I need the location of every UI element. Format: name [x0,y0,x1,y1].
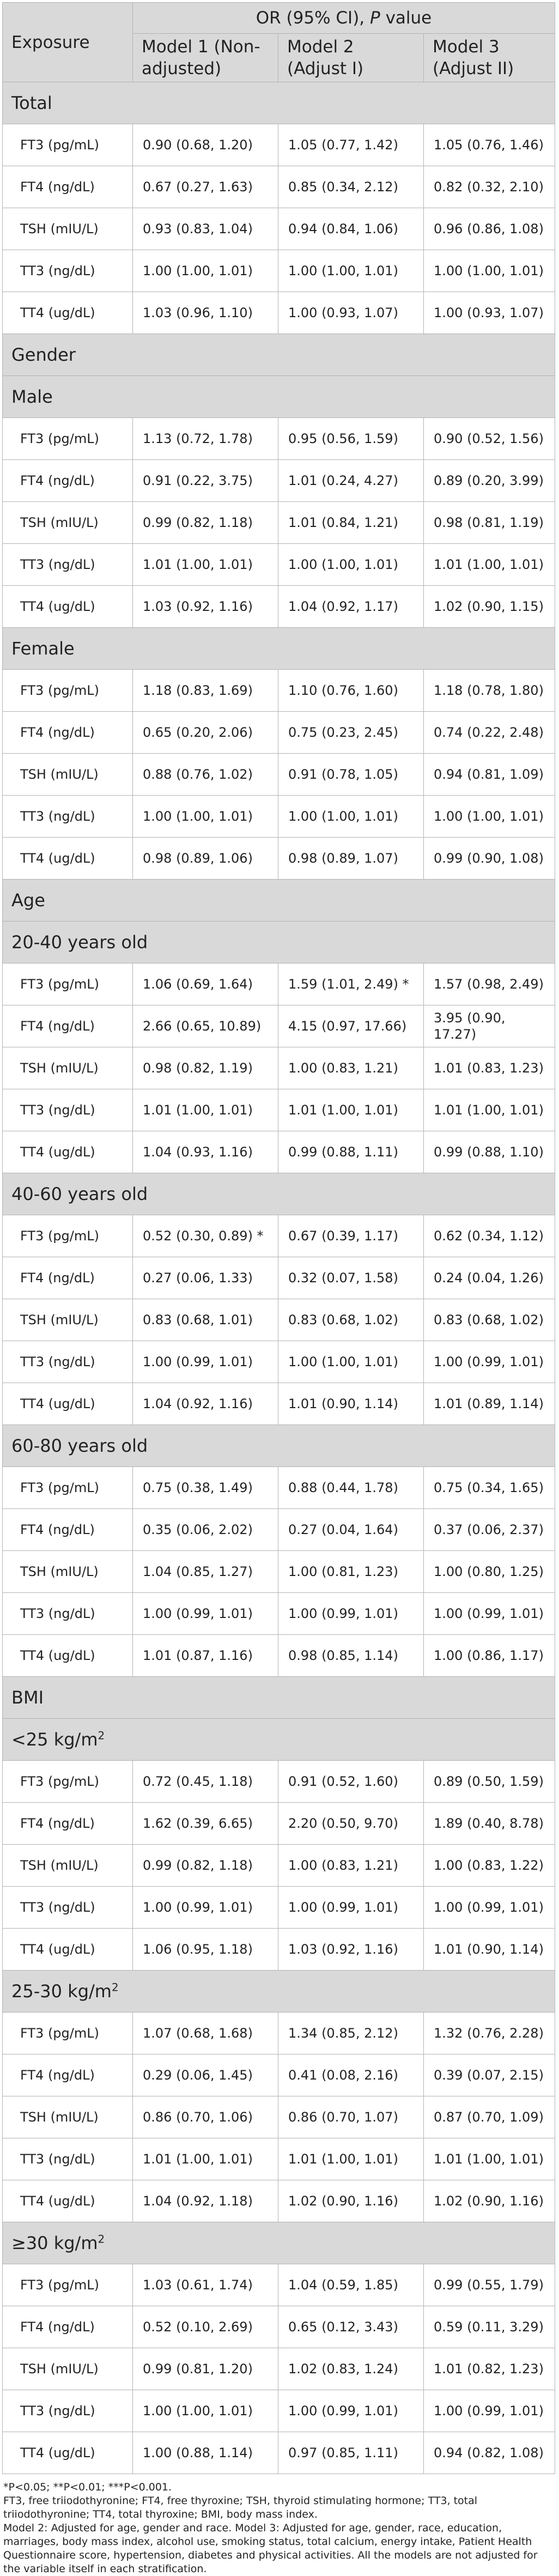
table-row [3,2054,555,2096]
exposure-cell: FT3 (pg/mL) [3,670,133,712]
table-row [3,2180,555,2222]
section-row [3,1425,555,1467]
model1-cell: 1.03 (0.61, 1.74) [133,2264,278,2306]
model3-cell: 1.00 (0.99, 1.01) [424,1887,555,1929]
model1-cell: 0.52 (0.30, 0.89) * [133,1215,278,1257]
model3-cell: 1.01 (1.00, 1.01) [424,544,555,586]
footnote-models: Model 2: Adjusted for age, gender and race. Model 3: Adjusted for age, gender, race, education, marriages, body mass index, alcohol use, smoking status, total calcium, energy intake, Patient Health Questionnaire score, hypertension, diabetes and physical activities. All the models are not adjusted for the variable itself in each stratification. [3,2522,538,2575]
model3-cell: 0.75 (0.34, 1.65) [424,1467,555,1509]
model1-cell: 1.04 (0.85, 1.27) [133,1551,278,1593]
model3-cell: 1.01 (1.00, 1.01) [424,1089,555,1131]
table-row [3,796,555,838]
model2-cell: 0.98 (0.89, 1.07) [278,838,424,880]
model2-cell: 1.59 (1.01, 2.49) * [278,963,424,1005]
model1-cell: 0.83 (0.68, 1.01) [133,1299,278,1341]
model2-cell: 0.65 (0.12, 3.43) [278,2306,424,2348]
table-row [3,1467,555,1509]
exposure-cell: TT3 (ng/dL) [3,796,133,838]
model1-cell: 1.13 (0.72, 1.78) [133,418,278,460]
model3-cell: 1.89 (0.40, 8.78) [424,1803,555,1845]
section-title: Gender [3,334,555,376]
model1-cell: 1.62 (0.39, 6.65) [133,1803,278,1845]
model1-cell: 0.72 (0.45, 1.18) [133,1761,278,1803]
model3-cell: 1.05 (0.76, 1.46) [424,124,555,166]
section-title: BMI [3,1677,555,1719]
model1-cell: 1.04 (0.93, 1.16) [133,1131,278,1173]
table-row [3,124,555,166]
exposure-cell: FT4 (ng/dL) [3,1005,133,1047]
section-row [3,2222,555,2264]
model3-cell: 1.00 (0.86, 1.17) [424,1635,555,1677]
model3-cell: 1.02 (0.90, 1.16) [424,2180,555,2222]
model2-cell: 0.83 (0.68, 1.02) [278,1299,424,1341]
exposure-cell: TT3 (ng/dL) [3,2390,133,2432]
model3-cell: 0.98 (0.81, 1.19) [424,502,555,544]
table-row [3,1131,555,1173]
model1-cell: 2.66 (0.65, 10.89) [133,1005,278,1047]
exposure-cell: FT3 (pg/mL) [3,2013,133,2054]
exposure-cell: TT3 (ng/dL) [3,1089,133,1131]
table-row [3,1761,555,1803]
model1-cell: 0.52 (0.10, 2.69) [133,2306,278,2348]
model2-cell: 1.02 (0.90, 1.16) [278,2180,424,2222]
exposure-cell: FT4 (ng/dL) [3,460,133,502]
model2-cell: 1.00 (0.99, 1.01) [278,1887,424,1929]
exposure-cell: FT4 (ng/dL) [3,1257,133,1299]
exposure-cell: TT4 (ug/dL) [3,1635,133,1677]
model3-cell: 1.00 (0.99, 1.01) [424,2390,555,2432]
table-row [3,208,555,250]
section-row [3,376,555,418]
model3-cell: 1.01 (1.00, 1.01) [424,2138,555,2180]
model3-cell: 0.74 (0.22, 2.48) [424,712,555,754]
model2-cell: 0.99 (0.88, 1.11) [278,1131,424,1173]
exposure-cell: TT4 (ug/dL) [3,1929,133,1971]
model1-cell: 0.27 (0.06, 1.33) [133,1257,278,1299]
table-row [3,1299,555,1341]
exposure-cell: TT3 (ng/dL) [3,1341,133,1383]
table-body [3,82,555,2474]
exposure-cell: TT4 (ug/dL) [3,2180,133,2222]
exposure-cell: FT3 (pg/mL) [3,963,133,1005]
section-row [3,334,555,376]
model1-cell: 1.04 (0.92, 1.16) [133,1383,278,1425]
model3-cell: 1.00 (0.99, 1.01) [424,1593,555,1635]
model3-cell: 0.94 (0.81, 1.09) [424,754,555,796]
model2-cell: 0.91 (0.78, 1.05) [278,754,424,796]
exposure-cell: FT4 (ng/dL) [3,1803,133,1845]
exposure-cell: FT4 (ng/dL) [3,1509,133,1551]
model3-cell: 0.94 (0.82, 1.08) [424,2432,555,2474]
table-row [3,1635,555,1677]
table-row [3,2348,555,2390]
model2-header: Model 2 (Adjust I) [278,34,424,82]
section-row [3,1173,555,1215]
model2-cell: 4.15 (0.97, 17.66) [278,1005,424,1047]
section-title: 40-60 years old [3,1173,555,1215]
model2-cell: 0.75 (0.23, 2.45) [278,712,424,754]
model3-cell: 0.87 (0.70, 1.09) [424,2096,555,2138]
model3-cell: 0.99 (0.90, 1.08) [424,838,555,880]
model1-cell: 1.03 (0.92, 1.16) [133,586,278,628]
table-row [3,1551,555,1593]
footnote-abbreviations: FT3, free triiodothyronine; FT4, free thyroxine; TSH, thyroid stimulating hormone; TT3, total triiodothyronine; TT4, total thyroxine; BMI, body mass index. [3,2495,478,2520]
model3-cell: 1.01 (0.89, 1.14) [424,1383,555,1425]
model2-cell: 0.95 (0.56, 1.59) [278,418,424,460]
exposure-cell: FT3 (pg/mL) [3,1761,133,1803]
exposure-header: Exposure [3,3,133,82]
model3-cell: 1.00 (0.80, 1.25) [424,1551,555,1593]
model3-cell: 1.01 (0.83, 1.23) [424,1047,555,1089]
model2-cell: 1.34 (0.85, 2.12) [278,2013,424,2054]
exposure-cell: TT3 (ng/dL) [3,1887,133,1929]
exposure-cell: TSH (mIU/L) [3,1047,133,1089]
model1-cell: 1.04 (0.92, 1.18) [133,2180,278,2222]
model1-header: Model 1 (Non-adjusted) [133,34,278,82]
model1-cell: 1.01 (1.00, 1.01) [133,1089,278,1131]
model2-cell: 1.01 (1.00, 1.01) [278,1089,424,1131]
table-row [3,754,555,796]
model3-cell: 0.24 (0.04, 1.26) [424,1257,555,1299]
exposure-cell: FT4 (ng/dL) [3,2306,133,2348]
model1-cell: 0.98 (0.89, 1.06) [133,838,278,880]
table-row [3,1257,555,1299]
table-row [3,1929,555,1971]
model3-cell: 0.90 (0.52, 1.56) [424,418,555,460]
exposure-cell: TSH (mIU/L) [3,502,133,544]
model1-cell: 1.00 (0.99, 1.01) [133,1341,278,1383]
model2-cell: 1.00 (0.83, 1.21) [278,1047,424,1089]
model1-cell: 1.01 (0.87, 1.16) [133,1635,278,1677]
exposure-cell: TT3 (ng/dL) [3,544,133,586]
section-title: Total [3,82,555,124]
model1-cell: 0.29 (0.06, 1.45) [133,2054,278,2096]
section-title: 20-40 years old [3,922,555,963]
model2-cell: 0.91 (0.52, 1.60) [278,1761,424,1803]
exposure-cell: TT4 (ug/dL) [3,2432,133,2474]
table-row [3,1089,555,1131]
model3-header: Model 3 (Adjust II) [424,34,555,82]
table-row [3,586,555,628]
model2-cell: 1.00 (0.99, 1.01) [278,1593,424,1635]
table-row [3,502,555,544]
model3-cell: 1.32 (0.76, 2.28) [424,2013,555,2054]
exposure-cell: TSH (mIU/L) [3,2096,133,2138]
table-header [3,3,555,82]
section-title: Age [3,880,555,922]
model3-cell: 0.82 (0.32, 2.10) [424,166,555,208]
exposure-cell: TT4 (ug/dL) [3,292,133,334]
model1-cell: 0.98 (0.82, 1.19) [133,1047,278,1089]
section-title: Male [3,376,555,418]
model2-cell: 0.94 (0.84, 1.06) [278,208,424,250]
table-row [3,292,555,334]
section-title: Female [3,628,555,670]
table-row [3,2306,555,2348]
model2-cell: 1.00 (1.00, 1.01) [278,796,424,838]
model1-cell: 0.91 (0.22, 3.75) [133,460,278,502]
table-row [3,2013,555,2054]
model1-cell: 1.18 (0.83, 1.69) [133,670,278,712]
model2-cell: 1.00 (0.99, 1.01) [278,2390,424,2432]
exposure-cell: TT3 (ng/dL) [3,1593,133,1635]
model2-cell: 0.88 (0.44, 1.78) [278,1467,424,1509]
model1-cell: 1.00 (1.00, 1.01) [133,250,278,292]
model2-cell: 1.04 (0.59, 1.85) [278,2264,424,2306]
table-row [3,418,555,460]
model3-cell: 1.01 (0.90, 1.14) [424,1929,555,1971]
exposure-cell: TT3 (ng/dL) [3,250,133,292]
model1-cell: 1.00 (0.88, 1.14) [133,2432,278,2474]
exposure-cell: TSH (mIU/L) [3,1845,133,1887]
model1-cell: 0.88 (0.76, 1.02) [133,754,278,796]
table-row [3,670,555,712]
model2-cell: 1.10 (0.76, 1.60) [278,670,424,712]
section-row [3,1719,555,1761]
model2-cell: 1.00 (1.00, 1.01) [278,544,424,586]
model2-cell: 0.41 (0.08, 2.16) [278,2054,424,2096]
table-row [3,1803,555,1845]
exposure-cell: TSH (mIU/L) [3,1299,133,1341]
exposure-cell: TT4 (ug/dL) [3,586,133,628]
model2-cell: 1.04 (0.92, 1.17) [278,586,424,628]
odds-ratio-table [2,2,555,2474]
table-row [3,250,555,292]
exposure-cell: TT4 (ug/dL) [3,1383,133,1425]
exposure-cell: FT4 (ng/dL) [3,2054,133,2096]
model2-cell: 0.27 (0.04, 1.64) [278,1509,424,1551]
model3-cell: 1.01 (0.82, 1.23) [424,2348,555,2390]
model3-cell: 0.99 (0.55, 1.79) [424,2264,555,2306]
model1-cell: 0.99 (0.82, 1.18) [133,1845,278,1887]
model1-cell: 0.65 (0.20, 2.06) [133,712,278,754]
model2-cell: 0.98 (0.85, 1.14) [278,1635,424,1677]
table-row [3,712,555,754]
exposure-cell: TSH (mIU/L) [3,208,133,250]
model1-cell: 0.93 (0.83, 1.04) [133,208,278,250]
model3-cell: 0.99 (0.88, 1.10) [424,1131,555,1173]
model2-cell: 0.97 (0.85, 1.11) [278,2432,424,2474]
model3-cell: 0.89 (0.50, 1.59) [424,1761,555,1803]
model1-cell: 0.99 (0.81, 1.20) [133,2348,278,2390]
section-row [3,82,555,124]
model1-cell: 0.86 (0.70, 1.06) [133,2096,278,2138]
exposure-cell: FT3 (pg/mL) [3,418,133,460]
footnotes [2,2481,555,2576]
model1-cell: 0.75 (0.38, 1.49) [133,1467,278,1509]
table-row [3,460,555,502]
model3-cell: 1.00 (1.00, 1.01) [424,796,555,838]
model2-cell: 1.01 (0.90, 1.14) [278,1383,424,1425]
model2-cell: 1.01 (0.24, 4.27) [278,460,424,502]
table-row [3,2432,555,2474]
table-row [3,2390,555,2432]
model2-cell: 1.01 (0.84, 1.21) [278,502,424,544]
model3-cell: 1.02 (0.90, 1.15) [424,586,555,628]
model3-cell: 1.00 (0.99, 1.01) [424,1341,555,1383]
document [2,2,555,2576]
model3-cell: 1.18 (0.78, 1.80) [424,670,555,712]
section-row [3,1971,555,2013]
model2-cell: 0.86 (0.70, 1.07) [278,2096,424,2138]
exposure-cell: FT3 (pg/mL) [3,1215,133,1257]
model2-cell: 1.00 (0.93, 1.07) [278,292,424,334]
model1-cell: 1.06 (0.95, 1.18) [133,1929,278,1971]
model1-cell: 0.35 (0.06, 2.02) [133,1509,278,1551]
exposure-cell: TSH (mIU/L) [3,1551,133,1593]
model2-cell: 0.32 (0.07, 1.58) [278,1257,424,1299]
model1-cell: 0.90 (0.68, 1.20) [133,124,278,166]
model3-cell: 0.62 (0.34, 1.12) [424,1215,555,1257]
model3-cell: 0.96 (0.86, 1.08) [424,208,555,250]
exposure-cell: TT3 (ng/dL) [3,2138,133,2180]
model2-cell: 1.01 (1.00, 1.01) [278,2138,424,2180]
table-row [3,1593,555,1635]
model3-cell: 3.95 (0.90, 17.27) [424,1005,555,1047]
model3-cell: 0.39 (0.07, 2.15) [424,2054,555,2096]
model1-cell: 1.00 (1.00, 1.01) [133,796,278,838]
model3-cell: 0.59 (0.11, 3.29) [424,2306,555,2348]
model2-cell: 2.20 (0.50, 9.70) [278,1803,424,1845]
table-row [3,1887,555,1929]
model2-cell: 0.67 (0.39, 1.17) [278,1215,424,1257]
section-title: ≥30 $kg/m^2$ [3,2222,555,2264]
model1-cell: 0.99 (0.82, 1.18) [133,502,278,544]
exposure-cell: FT3 (pg/mL) [3,2264,133,2306]
exposure-cell: FT3 (pg/mL) [3,124,133,166]
section-row [3,922,555,963]
model2-cell: 1.00 (0.81, 1.23) [278,1551,424,1593]
model1-cell: 1.07 (0.68, 1.68) [133,2013,278,2054]
model2-cell: 1.03 (0.92, 1.16) [278,1929,424,1971]
table-row [3,1047,555,1089]
model1-cell: 1.01 (1.00, 1.01) [133,544,278,586]
model2-cell: 1.00 (0.83, 1.21) [278,1845,424,1887]
section-title: 60-80 years old [3,1425,555,1467]
exposure-cell: FT3 (pg/mL) [3,1467,133,1509]
exposure-cell: FT4 (ng/dL) [3,166,133,208]
model2-cell: 1.02 (0.83, 1.24) [278,2348,424,2390]
table-row [3,963,555,1005]
model1-cell: 1.00 (1.00, 1.01) [133,2390,278,2432]
table-row [3,1845,555,1887]
model2-cell: 0.85 (0.34, 2.12) [278,166,424,208]
table-row [3,1005,555,1047]
model3-cell: 1.57 (0.98, 2.49) [424,963,555,1005]
exposure-cell: FT4 (ng/dL) [3,712,133,754]
model3-cell: 1.00 (1.00, 1.01) [424,250,555,292]
model2-cell: 1.00 (1.00, 1.01) [278,250,424,292]
model3-cell: 0.89 (0.20, 3.99) [424,460,555,502]
table-row [3,2264,555,2306]
model1-cell: 1.00 (0.99, 1.01) [133,1593,278,1635]
or-group-header: OR (95% CI), P value [133,3,555,34]
section-row [3,628,555,670]
model3-cell: 1.00 (0.93, 1.07) [424,292,555,334]
section-title: 25-30 $kg/m^2$ [3,1971,555,2013]
model1-cell: 1.03 (0.96, 1.10) [133,292,278,334]
table-row [3,1383,555,1425]
table-row [3,1509,555,1551]
exposure-cell: TSH (mIU/L) [3,2348,133,2390]
model1-cell: 0.67 (0.27, 1.63) [133,166,278,208]
footnote-significance: *P<0.05; **P<0.01; ***P<0.001. [3,2481,172,2493]
table-row [3,2096,555,2138]
model3-cell: 1.00 (0.83, 1.22) [424,1845,555,1887]
section-row [3,880,555,922]
table-row [3,544,555,586]
table-row [3,1215,555,1257]
table-row [3,166,555,208]
model3-cell: 0.37 (0.06, 2.37) [424,1509,555,1551]
exposure-cell: TSH (mIU/L) [3,754,133,796]
model1-cell: 1.06 (0.69, 1.64) [133,963,278,1005]
model2-cell: 1.00 (1.00, 1.01) [278,1341,424,1383]
model2-cell: 1.05 (0.77, 1.42) [278,124,424,166]
model3-cell: 0.83 (0.68, 1.02) [424,1299,555,1341]
section-title: <25 $kg/m^2$ [3,1719,555,1761]
model1-cell: 1.00 (0.99, 1.01) [133,1887,278,1929]
model1-cell: 1.01 (1.00, 1.01) [133,2138,278,2180]
exposure-cell: TT4 (ug/dL) [3,1131,133,1173]
table-row [3,838,555,880]
table-row [3,2138,555,2180]
section-row [3,1677,555,1719]
exposure-cell: TT4 (ug/dL) [3,838,133,880]
table-row [3,1341,555,1383]
